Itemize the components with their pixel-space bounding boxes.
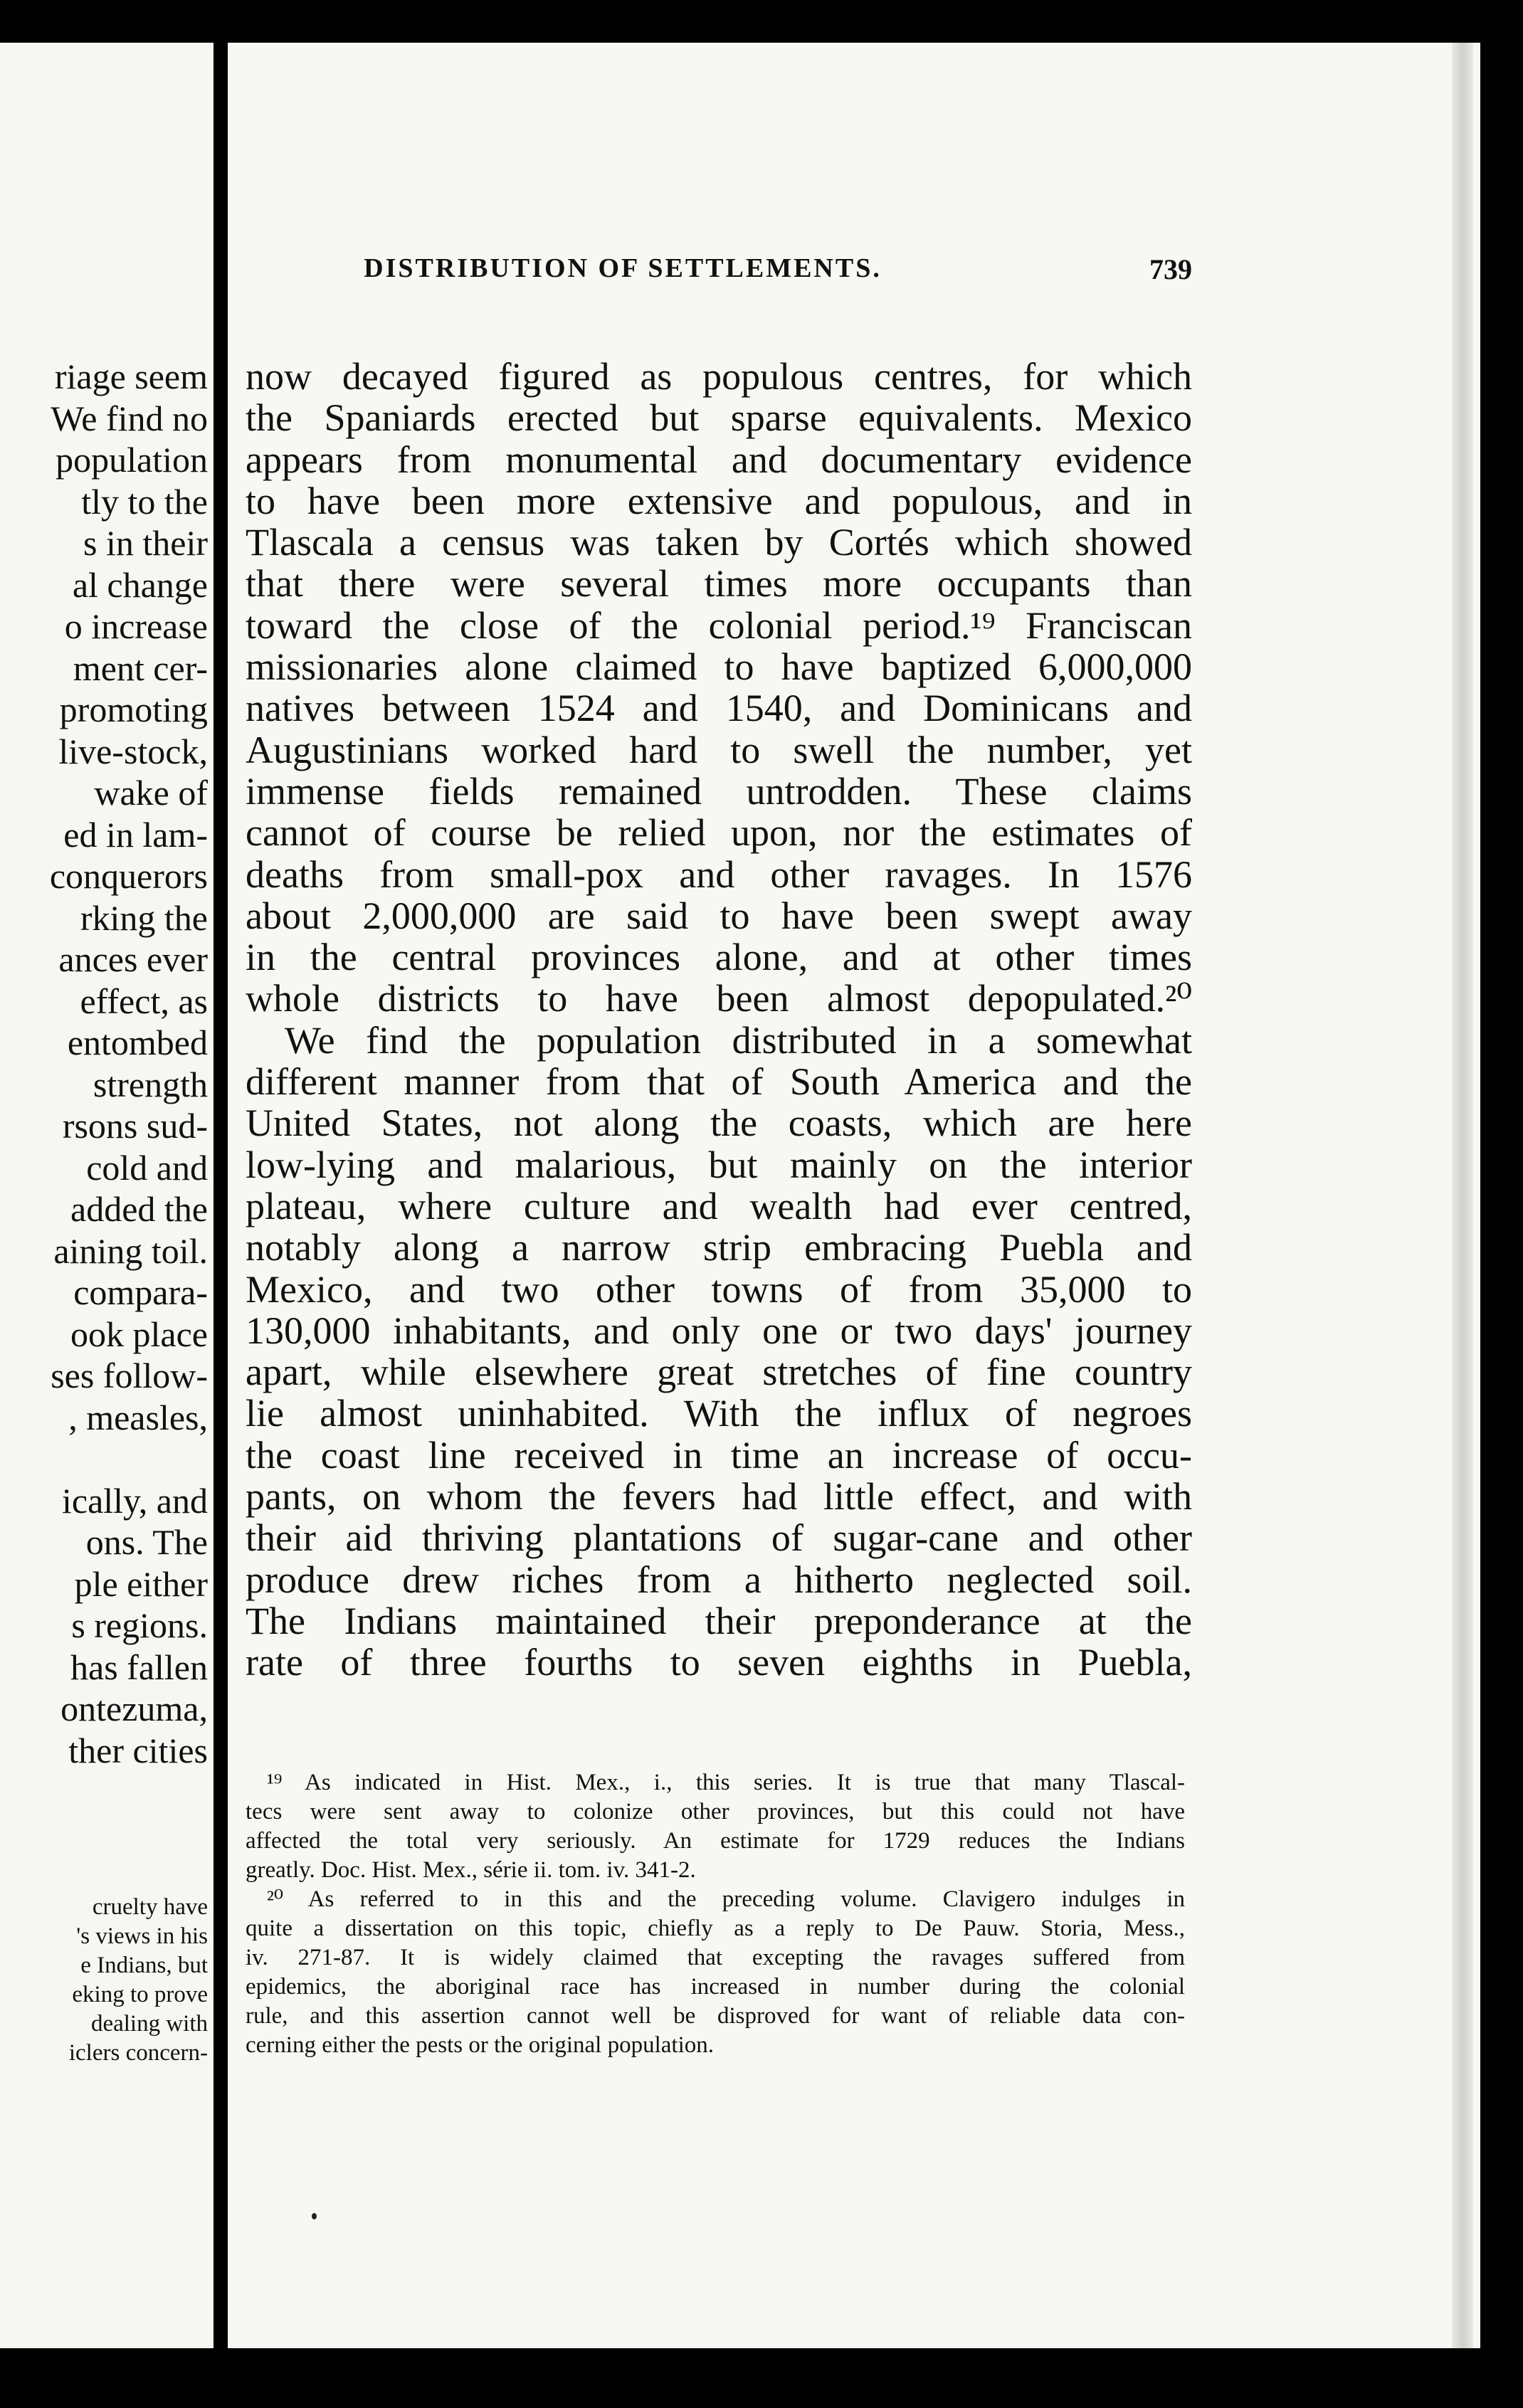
body-line: appears from monumental and documentary evidence <box>246 438 1192 481</box>
previous-page-line: ed in lam- <box>63 814 208 855</box>
body-line: Augustinians worked hard to swell the number, yet <box>246 728 1192 771</box>
body-line: different manner from that of South America and the <box>246 1060 1192 1104</box>
previous-page-line: ook place <box>70 1314 208 1354</box>
previous-page-line: live-stock, <box>58 731 208 771</box>
previous-page-line: riage seem <box>54 357 208 396</box>
previous-page-line: al change <box>72 564 208 605</box>
previous-page-footnote-line: dealing with <box>90 2011 208 2037</box>
body-line: lie almost uninhabited. With the influx of negroes <box>246 1392 1192 1435</box>
previous-page-line: cold and <box>86 1147 208 1188</box>
body-line: We find the population distributed in a somewhat <box>285 1018 1192 1062</box>
previous-page-line: entombed <box>67 1023 208 1062</box>
previous-page-text <box>50 356 208 1771</box>
previous-page-line: ple either <box>74 1563 208 1604</box>
previous-page-line: promoting <box>59 690 208 729</box>
body-line: Tlascala a census was taken by Cortés which showed <box>246 521 1192 564</box>
previous-page-line: ther cities <box>68 1730 208 1770</box>
body-line: 130,000 inhabitants, and only one or two days' journey <box>246 1309 1192 1352</box>
body-line: low-lying and malarious, but mainly on the interior <box>246 1143 1192 1186</box>
body-text <box>246 356 1192 1684</box>
body-line: missionaries alone claimed to have baptized 6,000,000 <box>246 645 1192 689</box>
body-line: toward the close of the colonial period.¹⁹ Franciscan <box>246 603 1192 647</box>
body-line: The Indians maintained their preponderance at the <box>246 1599 1192 1642</box>
previous-page-line: compara- <box>73 1272 208 1312</box>
previous-page-line: strength <box>93 1064 208 1104</box>
previous-page-line: added the <box>70 1189 208 1229</box>
body-line: Mexico, and two other towns of from 35,000 to <box>246 1267 1192 1311</box>
body-line: apart, while elsewhere great stretches of fine country <box>246 1351 1192 1394</box>
previous-page-line: o increase <box>64 606 208 646</box>
previous-page-line: population <box>56 440 208 480</box>
previous-page-footnote-line: 's views in his <box>76 1923 208 1949</box>
previous-page-line: s regions. <box>71 1605 208 1645</box>
footnote-line: ¹⁹ As indicated in Hist. Mex., i., this series. It is true that many Tlascal- <box>267 1770 1185 1795</box>
previous-page-footnotes <box>69 1893 208 2068</box>
running-title: DISTRIBUTION OF SETTLEMENTS. <box>364 253 882 283</box>
body-line: rate of three fourths to seven eighths in Puebla, <box>246 1641 1192 1684</box>
footnote-line: greatly. Doc. Hist. Mex., série ii. tom. iv. 341-2. <box>246 1857 696 1883</box>
body-line: plateau, where culture and wealth had ever centred, <box>246 1184 1192 1227</box>
footnote-line: affected the total very seriously. An estimate for 1729 reduces the Indians <box>246 1828 1185 1854</box>
footnote-line: ²⁰ As referred to in this and the preceding volume. Clavigero indulges in <box>267 1886 1185 1912</box>
previous-page-line: aining toil. <box>53 1230 208 1271</box>
page-edge-shadow <box>1452 43 1473 2348</box>
previous-page-line: tly to the <box>81 481 208 522</box>
body-line: their aid thriving plantations of sugar-cane and other <box>246 1516 1192 1560</box>
previous-page-line: ment cer- <box>73 648 208 688</box>
body-line: United States, not along the coasts, which are here <box>246 1102 1192 1145</box>
page-gutter <box>214 0 228 2408</box>
previous-page-footnote-line: e Indians, but <box>80 1953 208 1978</box>
previous-page-line <box>50 1438 208 1480</box>
footnotes <box>246 1768 1185 2060</box>
previous-page-line: , measles, <box>68 1397 208 1437</box>
previous-page-footnote-line: cruelty have <box>92 1894 208 1920</box>
page-number: 739 <box>1149 253 1192 285</box>
body-line: to have been more extensive and populous, and in <box>246 479 1192 522</box>
previous-page-line: rking the <box>80 897 208 938</box>
body-line: deaths from small-pox and other ravages. In 1576 <box>246 852 1192 896</box>
previous-page-fragment <box>0 43 214 2348</box>
previous-page-line: wake of <box>94 773 208 813</box>
previous-page-line: has fallen <box>70 1647 208 1687</box>
previous-page-line: effect, as <box>80 981 208 1021</box>
body-line: the Spaniards erected but sparse equivalents. Mexico <box>246 396 1192 440</box>
body-line: whole districts to have been almost depopulated.²⁰ <box>246 977 1192 1020</box>
previous-page-line: s in their <box>83 523 208 563</box>
body-line: immense fields remained untrodden. These claims <box>246 769 1192 813</box>
body-line: now decayed figured as populous centres, for which <box>246 355 1192 398</box>
body-line: produce drew riches from a hitherto neglected soil. <box>246 1558 1192 1601</box>
previous-page-line: ontezuma, <box>60 1689 208 1728</box>
previous-page-line: ons. The <box>85 1522 208 1562</box>
ink-speck <box>312 2213 317 2219</box>
previous-page-line: ically, and <box>61 1480 208 1521</box>
body-line: that there were several times more occupants than <box>246 562 1192 606</box>
footnote-line: quite a dissertation on this topic, chiefly as a reply to De Pauw. Storia, Mess., <box>246 1916 1185 1941</box>
footnote-line: epidemics, the aboriginal race has increased in number during the colonial <box>246 1974 1185 2000</box>
previous-page-footnote-line: eking to prove <box>72 1982 208 2007</box>
running-head <box>246 253 1192 295</box>
body-line: cannot of course be relied upon, nor the estimates of <box>246 811 1192 855</box>
previous-page-line: ses follow- <box>51 1356 208 1395</box>
footnote-line: cerning either the pests or the original population. <box>246 2032 714 2058</box>
footnote-line: tecs were sent away to colonize other provinces, but this could not have <box>246 1799 1185 1825</box>
footnote-line: iv. 271-87. It is widely claimed that excepting the ravages suffered from <box>246 1945 1185 1970</box>
body-line: pants, on whom the fevers had little effect, and with <box>246 1475 1192 1519</box>
footnote-line: rule, and this assertion cannot well be disproved for want of reliable data con- <box>246 2003 1185 2029</box>
body-line: notably along a narrow strip embracing Puebla and <box>246 1226 1192 1269</box>
body-line: about 2,000,000 are said to have been swept away <box>246 894 1192 937</box>
body-line: in the central provinces alone, and at other times <box>246 936 1192 979</box>
body-line: the coast line received in time an increase of occu- <box>246 1433 1192 1477</box>
previous-page-line: We find no <box>51 398 208 438</box>
previous-page-line: rsons sud- <box>62 1106 208 1146</box>
previous-page-line: ances ever <box>58 939 208 979</box>
previous-page-line: conquerors <box>49 856 208 896</box>
previous-page-footnote-line: iclers concern- <box>68 2040 208 2066</box>
body-line: natives between 1524 and 1540, and Dominicans and <box>246 687 1192 730</box>
